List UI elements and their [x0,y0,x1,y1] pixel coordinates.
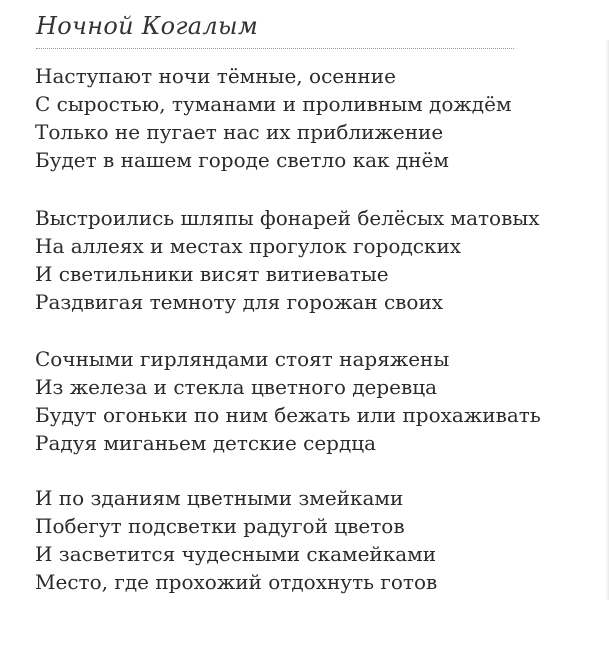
poem-line: И светильники висят витиеватые [35,262,389,286]
poem-line: Наступают ночи тёмные, осенние [35,64,396,88]
stanza-4 [35,484,605,596]
stanza-1 [35,62,605,174]
poem-line: Будут огоньки по ним бежать или прохаживать [35,403,541,427]
poem-line: Радуя миганьем детские сердца [35,431,377,455]
poem-line: Побегут подсветки радугой цветов [35,514,405,538]
poem-line: Сочными гирляндами стоят наряжены [35,347,450,371]
poem-line: Раздвигая темноту для горожан своих [35,290,444,314]
stanza-3 [35,345,605,457]
poem-line: Будет в нашем городе светло как днём [35,148,449,172]
poem-line: С сыростью, туманами и проливным дождём [35,92,512,116]
poem-line: На аллеях и местах прогулок городских [35,234,462,258]
poem-line: Только не пугает нас их приближение [35,120,444,144]
poem-title: Ночной Когалым [36,12,259,40]
title-divider [36,48,514,49]
poem-line: Из железа и стекла цветного деревца [35,375,438,399]
poem-line: Выстроились шляпы фонарей белёсых матовых [35,206,540,230]
poem-line: И засветится чудесными скамейками [35,542,437,566]
poem-line: И по зданиям цветными змейками [35,486,404,510]
poem-line: Место, где прохожий отдохнуть готов [35,570,438,594]
stanza-2 [35,204,605,316]
